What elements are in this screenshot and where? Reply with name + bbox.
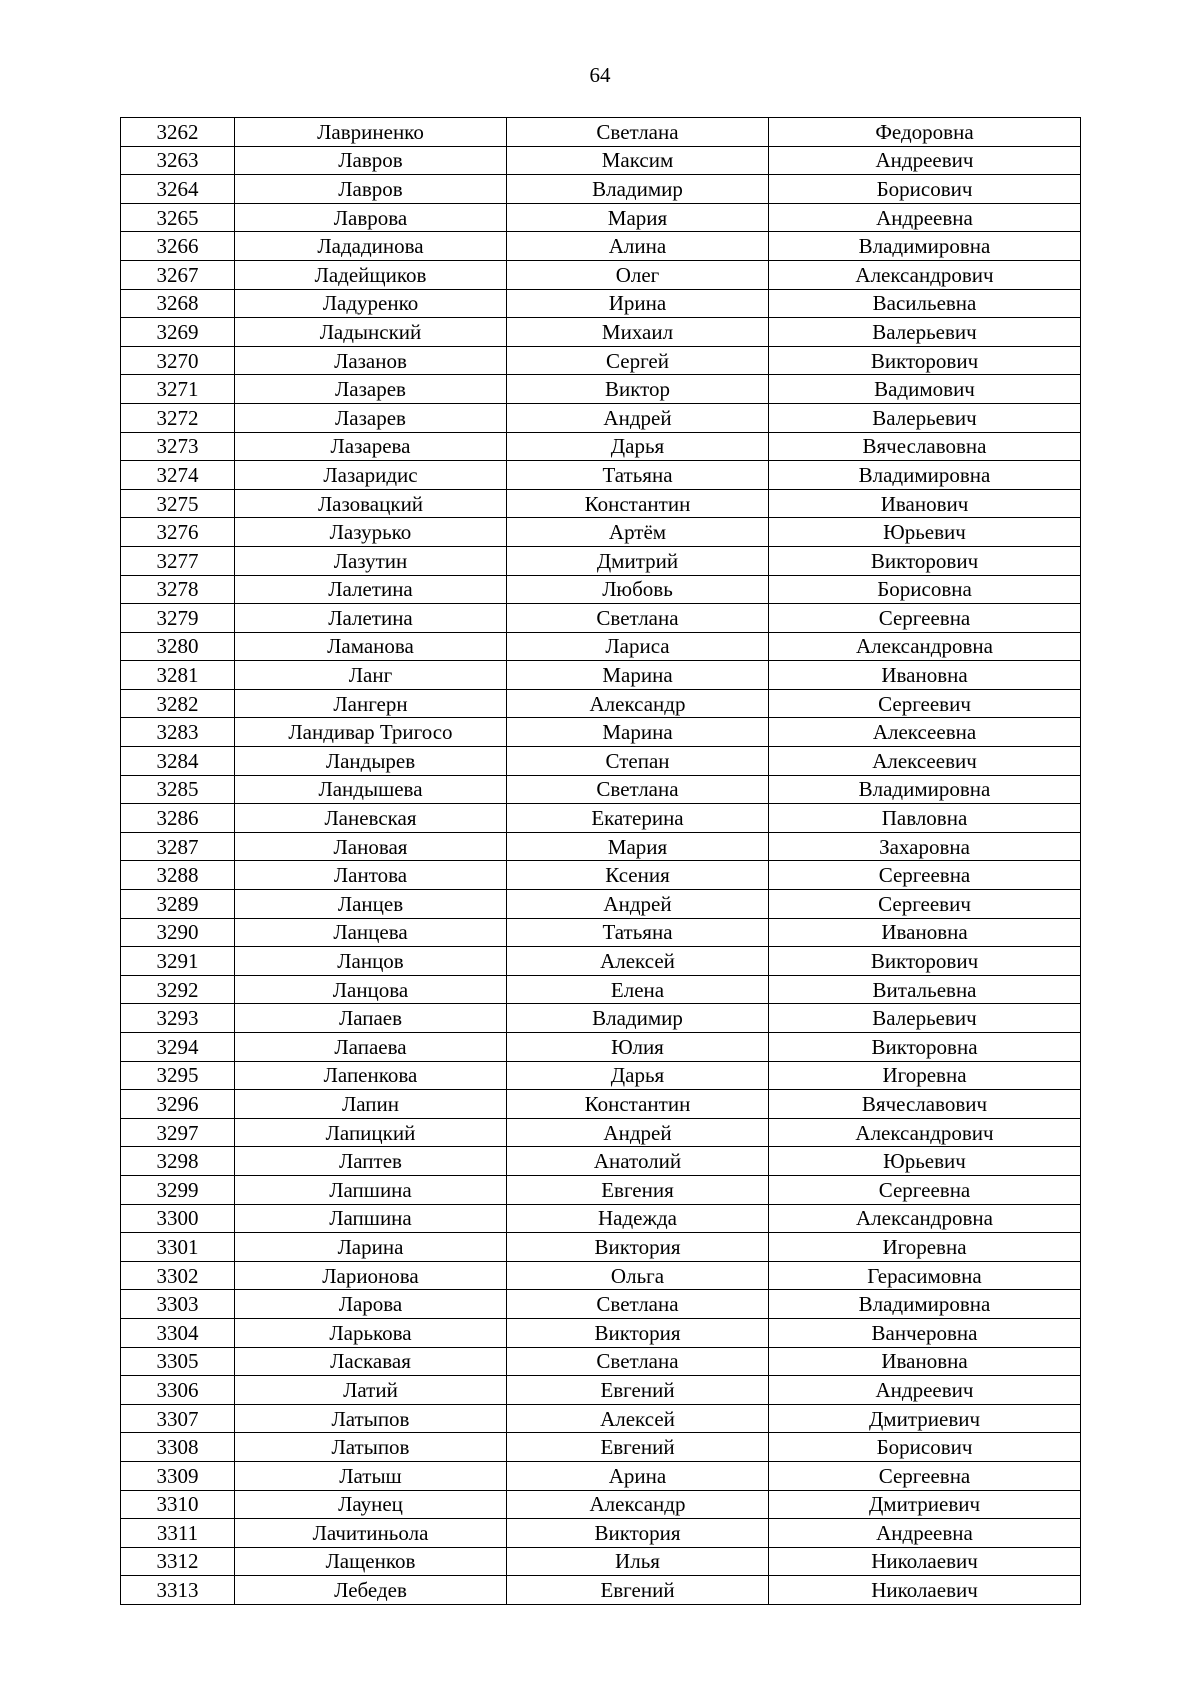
table-row xyxy=(121,1090,1081,1119)
last-name-cell: Ландышева xyxy=(235,775,507,804)
record-number-cell: 3309 xyxy=(121,1461,235,1490)
table-row xyxy=(121,461,1081,490)
record-number-cell: 3307 xyxy=(121,1404,235,1433)
patronymic-cell: Ивановна xyxy=(769,1347,1081,1376)
table-row xyxy=(121,1233,1081,1262)
patronymic-cell: Захаровна xyxy=(769,832,1081,861)
first-name-cell: Татьяна xyxy=(507,461,769,490)
patronymic-cell: Викторовна xyxy=(769,1033,1081,1062)
patronymic-cell: Александрович xyxy=(769,1118,1081,1147)
first-name-cell: Андрей xyxy=(507,403,769,432)
patronymic-cell: Николаевич xyxy=(769,1576,1081,1605)
last-name-cell: Лаунец xyxy=(235,1490,507,1519)
table-row xyxy=(121,604,1081,633)
first-name-cell: Евгений xyxy=(507,1576,769,1605)
first-name-cell: Мария xyxy=(507,203,769,232)
table-row xyxy=(121,718,1081,747)
table-row xyxy=(121,632,1081,661)
last-name-cell: Лановая xyxy=(235,832,507,861)
patronymic-cell: Дмитриевич xyxy=(769,1490,1081,1519)
last-name-cell: Лазарев xyxy=(235,403,507,432)
record-number-cell: 3273 xyxy=(121,432,235,461)
last-name-cell: Ладынский xyxy=(235,318,507,347)
first-name-cell: Юлия xyxy=(507,1033,769,1062)
record-number-cell: 3305 xyxy=(121,1347,235,1376)
table-row xyxy=(121,775,1081,804)
patronymic-cell: Николаевич xyxy=(769,1547,1081,1576)
last-name-cell: Ландивар Тригосо xyxy=(235,718,507,747)
first-name-cell: Константин xyxy=(507,489,769,518)
table-row xyxy=(121,1175,1081,1204)
first-name-cell: Ирина xyxy=(507,289,769,318)
record-number-cell: 3272 xyxy=(121,403,235,432)
names-table-body xyxy=(121,118,1081,1605)
first-name-cell: Виктория xyxy=(507,1519,769,1548)
patronymic-cell: Александровна xyxy=(769,1204,1081,1233)
patronymic-cell: Вячеславович xyxy=(769,1090,1081,1119)
table-row xyxy=(121,1433,1081,1462)
record-number-cell: 3277 xyxy=(121,546,235,575)
table-row xyxy=(121,432,1081,461)
first-name-cell: Дарья xyxy=(507,1061,769,1090)
patronymic-cell: Викторович xyxy=(769,546,1081,575)
record-number-cell: 3268 xyxy=(121,289,235,318)
patronymic-cell: Павловна xyxy=(769,804,1081,833)
table-row xyxy=(121,489,1081,518)
table-row xyxy=(121,203,1081,232)
record-number-cell: 3294 xyxy=(121,1033,235,1062)
patronymic-cell: Федоровна xyxy=(769,118,1081,147)
record-number-cell: 3278 xyxy=(121,575,235,604)
table-row xyxy=(121,346,1081,375)
last-name-cell: Лапшина xyxy=(235,1175,507,1204)
last-name-cell: Лавриненко xyxy=(235,118,507,147)
first-name-cell: Екатерина xyxy=(507,804,769,833)
record-number-cell: 3306 xyxy=(121,1376,235,1405)
record-number-cell: 3266 xyxy=(121,232,235,261)
patronymic-cell: Владимировна xyxy=(769,461,1081,490)
record-number-cell: 3313 xyxy=(121,1576,235,1605)
table-row xyxy=(121,689,1081,718)
patronymic-cell: Ивановна xyxy=(769,661,1081,690)
record-number-cell: 3265 xyxy=(121,203,235,232)
first-name-cell: Владимир xyxy=(507,175,769,204)
page-number: 64 xyxy=(589,63,611,87)
record-number-cell: 3303 xyxy=(121,1290,235,1319)
last-name-cell: Лапин xyxy=(235,1090,507,1119)
patronymic-cell: Ивановна xyxy=(769,918,1081,947)
first-name-cell: Александр xyxy=(507,689,769,718)
last-name-cell: Ларькова xyxy=(235,1318,507,1347)
last-name-cell: Лебедев xyxy=(235,1576,507,1605)
record-number-cell: 3301 xyxy=(121,1233,235,1262)
first-name-cell: Степан xyxy=(507,747,769,776)
first-name-cell: Константин xyxy=(507,1090,769,1119)
last-name-cell: Лазурько xyxy=(235,518,507,547)
last-name-cell: Ланцова xyxy=(235,975,507,1004)
record-number-cell: 3297 xyxy=(121,1118,235,1147)
last-name-cell: Лаптев xyxy=(235,1147,507,1176)
patronymic-cell: Сергеевич xyxy=(769,689,1081,718)
table-row xyxy=(121,832,1081,861)
last-name-cell: Лазовацкий xyxy=(235,489,507,518)
table-row xyxy=(121,1490,1081,1519)
patronymic-cell: Викторович xyxy=(769,346,1081,375)
first-name-cell: Михаил xyxy=(507,318,769,347)
patronymic-cell: Сергеевич xyxy=(769,890,1081,919)
patronymic-cell: Андреевич xyxy=(769,1376,1081,1405)
record-number-cell: 3276 xyxy=(121,518,235,547)
table-row xyxy=(121,1376,1081,1405)
table-row xyxy=(121,403,1081,432)
first-name-cell: Олег xyxy=(507,260,769,289)
first-name-cell: Евгений xyxy=(507,1376,769,1405)
table-row xyxy=(121,118,1081,147)
last-name-cell: Лавров xyxy=(235,146,507,175)
last-name-cell: Лазанов xyxy=(235,346,507,375)
record-number-cell: 3310 xyxy=(121,1490,235,1519)
record-number-cell: 3274 xyxy=(121,461,235,490)
last-name-cell: Ланцева xyxy=(235,918,507,947)
patronymic-cell: Андреевна xyxy=(769,203,1081,232)
record-number-cell: 3280 xyxy=(121,632,235,661)
table-row xyxy=(121,1147,1081,1176)
first-name-cell: Светлана xyxy=(507,775,769,804)
record-number-cell: 3275 xyxy=(121,489,235,518)
last-name-cell: Лачитиньола xyxy=(235,1519,507,1548)
patronymic-cell: Александрович xyxy=(769,260,1081,289)
first-name-cell: Илья xyxy=(507,1547,769,1576)
table-row xyxy=(121,546,1081,575)
patronymic-cell: Андреевна xyxy=(769,1519,1081,1548)
first-name-cell: Марина xyxy=(507,718,769,747)
table-row xyxy=(121,1061,1081,1090)
last-name-cell: Ландырев xyxy=(235,747,507,776)
table-row xyxy=(121,1576,1081,1605)
last-name-cell: Лазутин xyxy=(235,546,507,575)
last-name-cell: Лапенкова xyxy=(235,1061,507,1090)
last-name-cell: Ласкавая xyxy=(235,1347,507,1376)
last-name-cell: Лазарев xyxy=(235,375,507,404)
last-name-cell: Лаврова xyxy=(235,203,507,232)
table-row xyxy=(121,1519,1081,1548)
patronymic-cell: Сергеевна xyxy=(769,1175,1081,1204)
record-number-cell: 3302 xyxy=(121,1261,235,1290)
first-name-cell: Виктор xyxy=(507,375,769,404)
last-name-cell: Латыпов xyxy=(235,1404,507,1433)
table-row xyxy=(121,146,1081,175)
record-number-cell: 3263 xyxy=(121,146,235,175)
table-row xyxy=(121,318,1081,347)
record-number-cell: 3298 xyxy=(121,1147,235,1176)
table-row xyxy=(121,289,1081,318)
table-row xyxy=(121,1033,1081,1062)
patronymic-cell: Алексеевна xyxy=(769,718,1081,747)
record-number-cell: 3271 xyxy=(121,375,235,404)
table-row xyxy=(121,947,1081,976)
first-name-cell: Дарья xyxy=(507,432,769,461)
last-name-cell: Лангерн xyxy=(235,689,507,718)
patronymic-cell: Владимировна xyxy=(769,232,1081,261)
first-name-cell: Владимир xyxy=(507,1004,769,1033)
last-name-cell: Ланцев xyxy=(235,890,507,919)
record-number-cell: 3286 xyxy=(121,804,235,833)
last-name-cell: Ладуренко xyxy=(235,289,507,318)
table-row xyxy=(121,260,1081,289)
record-number-cell: 3289 xyxy=(121,890,235,919)
record-number-cell: 3292 xyxy=(121,975,235,1004)
record-number-cell: 3312 xyxy=(121,1547,235,1576)
table-row xyxy=(121,175,1081,204)
record-number-cell: 3291 xyxy=(121,947,235,976)
table-row xyxy=(121,1347,1081,1376)
patronymic-cell: Дмитриевич xyxy=(769,1404,1081,1433)
record-number-cell: 3288 xyxy=(121,861,235,890)
last-name-cell: Ламанова xyxy=(235,632,507,661)
patronymic-cell: Викторович xyxy=(769,947,1081,976)
table-row xyxy=(121,1318,1081,1347)
last-name-cell: Ларионова xyxy=(235,1261,507,1290)
table-row xyxy=(121,1204,1081,1233)
first-name-cell: Алексей xyxy=(507,1404,769,1433)
record-number-cell: 3287 xyxy=(121,832,235,861)
first-name-cell: Светлана xyxy=(507,1290,769,1319)
table-row xyxy=(121,1547,1081,1576)
first-name-cell: Лариса xyxy=(507,632,769,661)
patronymic-cell: Александровна xyxy=(769,632,1081,661)
last-name-cell: Лазаридис xyxy=(235,461,507,490)
record-number-cell: 3299 xyxy=(121,1175,235,1204)
last-name-cell: Лалетина xyxy=(235,604,507,633)
record-number-cell: 3282 xyxy=(121,689,235,718)
table-row xyxy=(121,890,1081,919)
record-number-cell: 3296 xyxy=(121,1090,235,1119)
patronymic-cell: Борисовна xyxy=(769,575,1081,604)
patronymic-cell: Андреевич xyxy=(769,146,1081,175)
patronymic-cell: Валерьевич xyxy=(769,1004,1081,1033)
first-name-cell: Виктория xyxy=(507,1318,769,1347)
patronymic-cell: Сергеевна xyxy=(769,604,1081,633)
record-number-cell: 3264 xyxy=(121,175,235,204)
record-number-cell: 3304 xyxy=(121,1318,235,1347)
first-name-cell: Артём xyxy=(507,518,769,547)
patronymic-cell: Владимировна xyxy=(769,1290,1081,1319)
first-name-cell: Светлана xyxy=(507,1347,769,1376)
first-name-cell: Ксения xyxy=(507,861,769,890)
first-name-cell: Андрей xyxy=(507,1118,769,1147)
names-table xyxy=(120,117,1081,1605)
record-number-cell: 3311 xyxy=(121,1519,235,1548)
table-row xyxy=(121,232,1081,261)
patronymic-cell: Юрьевич xyxy=(769,1147,1081,1176)
table-row xyxy=(121,1404,1081,1433)
record-number-cell: 3308 xyxy=(121,1433,235,1462)
last-name-cell: Лапаева xyxy=(235,1033,507,1062)
last-name-cell: Лапаев xyxy=(235,1004,507,1033)
patronymic-cell: Юрьевич xyxy=(769,518,1081,547)
patronymic-cell: Вадимович xyxy=(769,375,1081,404)
table-row xyxy=(121,518,1081,547)
first-name-cell: Светлана xyxy=(507,118,769,147)
patronymic-cell: Игоревна xyxy=(769,1061,1081,1090)
record-number-cell: 3269 xyxy=(121,318,235,347)
record-number-cell: 3290 xyxy=(121,918,235,947)
first-name-cell: Андрей xyxy=(507,890,769,919)
last-name-cell: Ладейщиков xyxy=(235,260,507,289)
patronymic-cell: Владимировна xyxy=(769,775,1081,804)
first-name-cell: Сергей xyxy=(507,346,769,375)
table-row xyxy=(121,375,1081,404)
last-name-cell: Лапицкий xyxy=(235,1118,507,1147)
patronymic-cell: Герасимовна xyxy=(769,1261,1081,1290)
patronymic-cell: Алексеевич xyxy=(769,747,1081,776)
record-number-cell: 3262 xyxy=(121,118,235,147)
first-name-cell: Евгений xyxy=(507,1433,769,1462)
first-name-cell: Александр xyxy=(507,1490,769,1519)
table-row xyxy=(121,861,1081,890)
last-name-cell: Ларина xyxy=(235,1233,507,1262)
last-name-cell: Лавров xyxy=(235,175,507,204)
patronymic-cell: Васильевна xyxy=(769,289,1081,318)
patronymic-cell: Игоревна xyxy=(769,1233,1081,1262)
first-name-cell: Евгения xyxy=(507,1175,769,1204)
last-name-cell: Лазарева xyxy=(235,432,507,461)
record-number-cell: 3295 xyxy=(121,1061,235,1090)
patronymic-cell: Ванчеровна xyxy=(769,1318,1081,1347)
first-name-cell: Дмитрий xyxy=(507,546,769,575)
last-name-cell: Лантова xyxy=(235,861,507,890)
first-name-cell: Марина xyxy=(507,661,769,690)
table-row xyxy=(121,918,1081,947)
record-number-cell: 3284 xyxy=(121,747,235,776)
first-name-cell: Любовь xyxy=(507,575,769,604)
last-name-cell: Латыш xyxy=(235,1461,507,1490)
record-number-cell: 3279 xyxy=(121,604,235,633)
first-name-cell: Надежда xyxy=(507,1204,769,1233)
record-number-cell: 3300 xyxy=(121,1204,235,1233)
table-row xyxy=(121,804,1081,833)
patronymic-cell: Валерьевич xyxy=(769,403,1081,432)
first-name-cell: Анатолий xyxy=(507,1147,769,1176)
table-row xyxy=(121,1290,1081,1319)
last-name-cell: Латий xyxy=(235,1376,507,1405)
table-row xyxy=(121,575,1081,604)
record-number-cell: 3293 xyxy=(121,1004,235,1033)
record-number-cell: 3281 xyxy=(121,661,235,690)
first-name-cell: Мария xyxy=(507,832,769,861)
table-row xyxy=(121,1118,1081,1147)
table-row xyxy=(121,661,1081,690)
first-name-cell: Елена xyxy=(507,975,769,1004)
last-name-cell: Лададинова xyxy=(235,232,507,261)
last-name-cell: Ланцов xyxy=(235,947,507,976)
patronymic-cell: Иванович xyxy=(769,489,1081,518)
first-name-cell: Виктория xyxy=(507,1233,769,1262)
last-name-cell: Ланг xyxy=(235,661,507,690)
first-name-cell: Татьяна xyxy=(507,918,769,947)
last-name-cell: Лалетина xyxy=(235,575,507,604)
last-name-cell: Лащенков xyxy=(235,1547,507,1576)
record-number-cell: 3283 xyxy=(121,718,235,747)
first-name-cell: Алина xyxy=(507,232,769,261)
first-name-cell: Максим xyxy=(507,146,769,175)
first-name-cell: Алексей xyxy=(507,947,769,976)
patronymic-cell: Валерьевич xyxy=(769,318,1081,347)
patronymic-cell: Борисович xyxy=(769,1433,1081,1462)
table-row xyxy=(121,1461,1081,1490)
table-row xyxy=(121,747,1081,776)
patronymic-cell: Витальевна xyxy=(769,975,1081,1004)
last-name-cell: Ланевская xyxy=(235,804,507,833)
last-name-cell: Ларова xyxy=(235,1290,507,1319)
table-row xyxy=(121,1004,1081,1033)
table-row xyxy=(121,975,1081,1004)
last-name-cell: Латыпов xyxy=(235,1433,507,1462)
last-name-cell: Лапшина xyxy=(235,1204,507,1233)
first-name-cell: Ольга xyxy=(507,1261,769,1290)
first-name-cell: Светлана xyxy=(507,604,769,633)
record-number-cell: 3270 xyxy=(121,346,235,375)
first-name-cell: Арина xyxy=(507,1461,769,1490)
record-number-cell: 3285 xyxy=(121,775,235,804)
record-number-cell: 3267 xyxy=(121,260,235,289)
table-row xyxy=(121,1261,1081,1290)
patronymic-cell: Вячеславовна xyxy=(769,432,1081,461)
patronymic-cell: Сергеевна xyxy=(769,1461,1081,1490)
patronymic-cell: Борисович xyxy=(769,175,1081,204)
patronymic-cell: Сергеевна xyxy=(769,861,1081,890)
